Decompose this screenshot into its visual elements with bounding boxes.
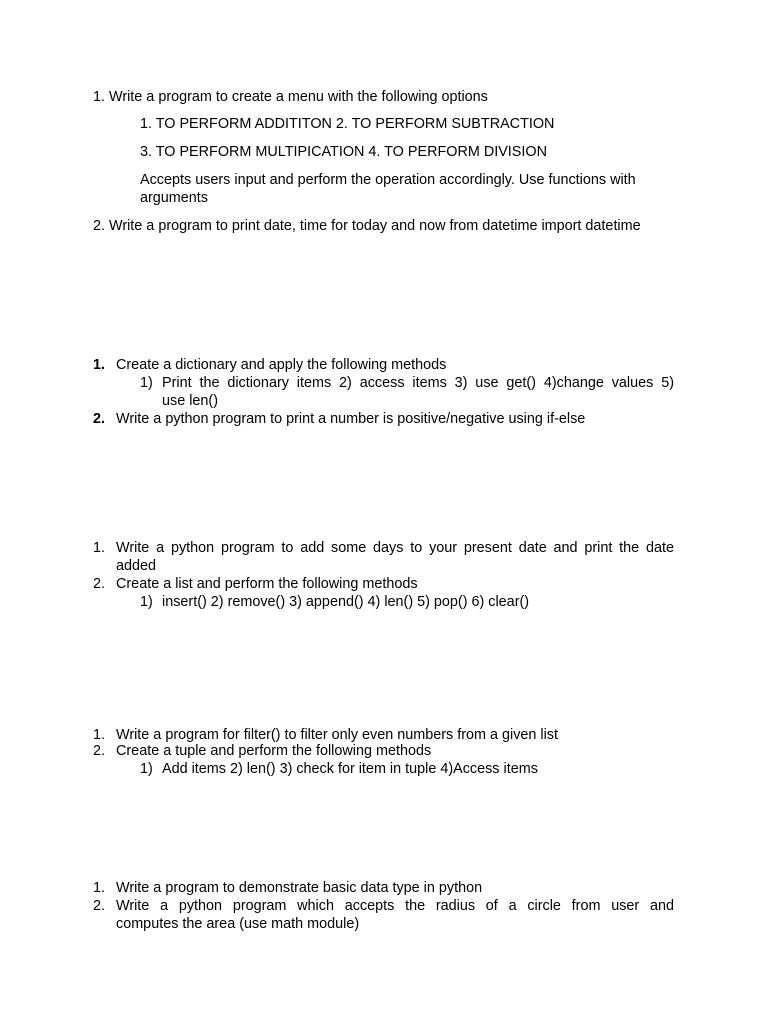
question-2: 2. Write a program to print date, time for today and now from datetime import datetime	[93, 218, 641, 234]
list-number: 2.	[93, 411, 106, 427]
question-2: Create a tuple and perform the following methods	[116, 743, 432, 759]
list-number: 2.	[93, 576, 106, 592]
list-number: 1.	[93, 357, 106, 373]
list-number: 1.	[93, 727, 106, 743]
question-2-cont: computes the area (use math module)	[116, 916, 360, 932]
sub-item-1: Print the dictionary items 2) access items 3) use get() 4)change values 5)	[162, 375, 674, 391]
question-1: Write a python program to add some days to your present date and print the date	[116, 540, 674, 556]
sub-list-number: 1)	[140, 594, 153, 610]
question-1: Write a program for filter() to filter only even numbers from a given list	[116, 727, 558, 743]
question-2: Create a list and perform the following methods	[116, 576, 418, 592]
question-1: Create a dictionary and apply the following methods	[116, 357, 447, 373]
sub-item-1-cont: use len()	[162, 393, 218, 409]
list-number: 2.	[93, 898, 106, 914]
sub-item-1: insert() 2) remove() 3) append() 4) len() 5) pop() 6) clear()	[162, 594, 530, 610]
sub-list-number: 1)	[140, 375, 153, 391]
question-1: Write a program to demonstrate basic data type in python	[116, 880, 483, 896]
question-1-note: Accepts users input and perform the operation accordingly. Use functions with	[140, 172, 636, 188]
question-2: Write a python program which accepts the radius of a circle from user and	[116, 898, 674, 914]
question-1-option-a: 1. TO PERFORM ADDITITON 2. TO PERFORM SUBTRACTION	[140, 116, 555, 132]
list-number: 1.	[93, 540, 106, 556]
list-number: 2.	[93, 743, 106, 759]
question-1-intro: 1. Write a program to create a menu with the following options	[93, 89, 488, 105]
list-number: 1.	[93, 880, 106, 896]
question-1-cont: added	[116, 558, 157, 574]
sub-list-number: 1)	[140, 761, 153, 777]
question-1-option-b: 3. TO PERFORM MULTIPICATION 4. TO PERFORM DIVISION	[140, 144, 547, 160]
question-2: Write a python program to print a number is positive/negative using if-else	[116, 411, 586, 427]
sub-item-1: Add items 2) len() 3) check for item in tuple 4)Access items	[162, 761, 538, 777]
question-1-note-cont: arguments	[140, 190, 208, 206]
